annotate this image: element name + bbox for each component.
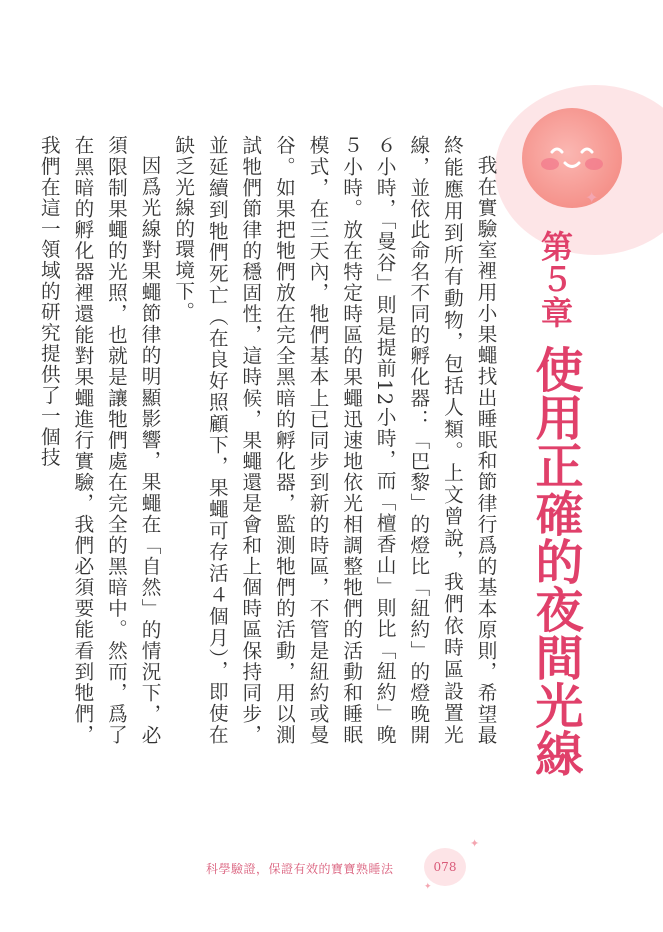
body-text bbox=[37, 135, 502, 745]
page-number: 078 bbox=[433, 860, 457, 874]
chapter-number: 第５章 bbox=[536, 230, 574, 329]
sun-face bbox=[522, 108, 622, 208]
paragraph: 我在實驗室裡用小果蠅找出睡眠和節律行爲的基本原則，希望最終能應用到所有動物，包括人類。上文曾說，我們依時區設置光線，並依此命名不同的孵化器：「巴黎」的燈比「紐約」的燈晚開６小時，「曼谷」則是提前12小時，而「檀香山」則比「紐約」晚５小時。放在特定時區的果蠅迅速地依光相調整牠們的活動和睡眠模式，在三天內，牠們基本上已同步到新的時區，不管是紐約或曼谷。如果把牠們放在完全黑暗的孵化器，監測牠們的活動，用以測試牠們節律的穩固性，這時候，果蠅還是會和上個時區保持同步，並延續到牠們死亡（在良好照顧下，果蠅可存活４個月），即使在缺乏光線的環境下。 bbox=[171, 135, 497, 745]
star-icon: ✦ bbox=[470, 837, 480, 850]
chapter-title: 使用正確的夜間光線 bbox=[527, 344, 583, 777]
chapter-heading bbox=[527, 230, 583, 777]
paragraph: 因爲光線對果蠅節律的明顯影響，果蠅在「自然」的情況下，必須限制果蠅的光照，也就是讓牠們處在完全的黑暗中。然而，爲了在黑暗的孵化器裡還能對果蠅進行實驗，我們必須要能看到牠們，我們在這一領域的研究提供了一個技 bbox=[37, 135, 162, 745]
running-footer-title: 科學驗證，保證有效的寶寶熟睡法 bbox=[206, 862, 394, 876]
star-icon: ✦ bbox=[585, 188, 599, 207]
star-icon: ✦ bbox=[424, 882, 432, 892]
smiling-sun-icon bbox=[522, 108, 622, 208]
